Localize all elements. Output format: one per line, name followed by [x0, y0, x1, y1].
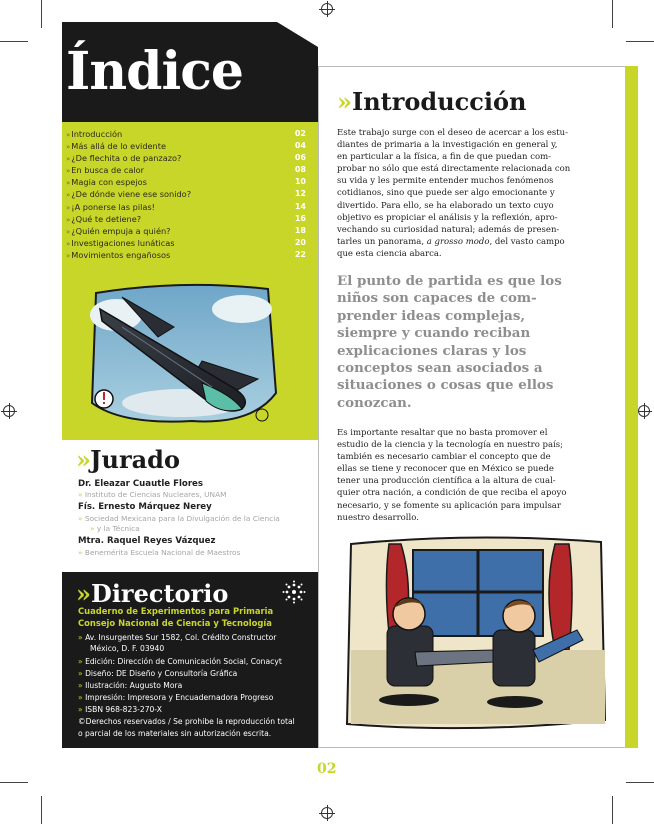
crop-mark	[626, 41, 654, 42]
toc-page: 20	[294, 237, 306, 247]
toc-label: » Movimientos engañosos	[66, 249, 170, 261]
text-line: Es importante resaltar que no basta promover el	[337, 428, 548, 438]
pull-quote	[337, 273, 597, 412]
toc-page: 04	[294, 141, 306, 151]
directorio-address-cont: México, D. F. 03940	[90, 644, 165, 653]
jurado-member-institution: » Instituto de Ciencias Nucleares, UNAM	[78, 490, 227, 500]
quote-line: conceptos sean asociados a	[337, 360, 543, 377]
directorio-diseno: » Diseño: DE Diseño y Consultoría Gráfica	[78, 668, 314, 679]
toc-page: 06	[294, 153, 306, 163]
quote-line: siempre y cuando reciban	[337, 325, 531, 342]
text-line: ellas se tiene y reconocer que en México se puede	[337, 464, 554, 475]
toc-page: 12	[294, 189, 306, 199]
crop-mark	[41, 796, 42, 824]
toc-item[interactable]	[66, 164, 306, 176]
toc-label: » Investigaciones lunáticas	[66, 237, 175, 249]
crop-mark	[41, 0, 42, 28]
jurado-member-name: Mtra. Raquel Reyes Vázquez	[78, 536, 216, 546]
toc-page: 22	[294, 249, 306, 259]
frame-bottom-rule	[318, 747, 638, 748]
text-line: necesario, y se fomente su aplicación para impulsar	[337, 500, 561, 511]
directorio-heading	[76, 579, 229, 608]
italic-phrase: a grosso modo	[426, 236, 490, 247]
text-line: diantes de primaria a la investigación en general y,	[337, 140, 558, 151]
accent-side-bar	[625, 66, 638, 748]
text-line: estudio de la ciencia y la tecnología en nuestro país;	[337, 440, 564, 451]
kids-on-chairs-illustration	[343, 530, 609, 736]
conacyt-logo-icon	[282, 580, 306, 604]
jurado-member-name: Dr. Eleazar Cuautle Flores	[78, 479, 203, 489]
crop-mark	[0, 782, 28, 783]
text-line: en particular a la física, a fin de que puedan com-	[337, 152, 552, 163]
text-line	[337, 236, 619, 248]
toc-page: 10	[294, 177, 306, 187]
directorio-title: Directorio	[91, 579, 229, 608]
toc-item[interactable]	[66, 213, 306, 225]
jurado-title: Jurado	[90, 445, 180, 474]
directorio-rights-cont: o parcial de los materiales sin autorización escrita.	[78, 729, 272, 738]
toc-item[interactable]	[66, 140, 306, 152]
crop-mark	[612, 796, 613, 824]
text-line: cotidianos, sino que puede ser algo emocionante y	[337, 188, 555, 199]
jurado-member-institution-cont: » y la Técnica	[90, 524, 140, 534]
directorio-isbn: » ISBN 968-823-270-X	[78, 704, 314, 715]
toc-label: » ¡A ponerse las pilas!	[66, 201, 155, 213]
text-line: Este trabajo surge con el deseo de acercar a los estu-	[337, 128, 568, 138]
toc-label: » ¿De dónde viene ese sonido?	[66, 188, 191, 200]
text-line: objetivo es propiciar el análisis y la reflexión, apro-	[337, 212, 558, 223]
text-line: probar no sólo que está directamente relacionada con	[337, 164, 571, 175]
text-line: que esta ciencia abarca.	[337, 248, 442, 259]
directorio-impresion: » Impresión: Impresora y Encuadernadora Progreso	[78, 692, 314, 703]
toc-label: » Más allá de lo evidente	[66, 140, 166, 152]
directorio-section	[62, 572, 318, 748]
page-number: 02	[317, 761, 337, 777]
toc-page: 14	[294, 201, 306, 211]
text-line: vechando su curiosidad natural; además de presen-	[337, 224, 560, 235]
toc-label: » ¿Quién empuja a quién?	[66, 225, 171, 237]
heading-chevron: »	[76, 579, 91, 608]
crop-mark	[0, 41, 28, 42]
directorio-ilustracion: » Ilustración: Augusto Mora	[78, 680, 314, 691]
heading-chevron: »	[76, 445, 91, 474]
registration-mark-icon	[638, 405, 650, 417]
quote-line: explicaciones claras y los	[337, 342, 527, 359]
jurado-member-institution: » Sociedad Mexicana para la Divulgación de la Ciencia	[78, 514, 280, 524]
toc-label: » ¿De flechita o de panzazo?	[66, 152, 181, 164]
text-line: también es necesario cambiar el concepto que de	[337, 452, 551, 463]
body-paragraph	[337, 427, 621, 524]
toc-item[interactable]	[66, 249, 306, 261]
toc-item[interactable]	[66, 176, 306, 188]
introduccion-title: Introducción	[352, 87, 527, 116]
text-segment: tarles un panorama,	[337, 236, 425, 247]
introduccion-heading	[337, 87, 527, 116]
intro-paragraph	[337, 127, 619, 260]
directorio-edicion: » Edición: Dirección de Comunicación Social, Conacyt	[78, 656, 314, 667]
frame-top-rule	[318, 66, 638, 67]
toc-item[interactable]	[66, 225, 306, 237]
indice-title: Índice	[66, 41, 243, 102]
text-line: quier otra nación, a condición de que reciba el apoyo	[337, 488, 567, 499]
heading-chevron: »	[337, 87, 352, 116]
registration-mark-icon	[3, 405, 15, 417]
toc-page: 02	[294, 129, 306, 138]
quote-line: El punto de partida es que los	[337, 273, 562, 289]
text-line: su vida y les permite entender muchos fenómenos	[337, 176, 554, 187]
jurado-heading	[76, 445, 180, 474]
toc-page: 16	[294, 213, 306, 223]
jurado-section	[62, 440, 318, 570]
quote-line: niños son capaces de com-	[337, 290, 537, 307]
jurado-member-name: Fís. Ernesto Márquez Nerey	[78, 502, 212, 512]
toc-label: » En busca de calor	[66, 164, 144, 176]
toc-item[interactable]	[66, 152, 306, 164]
text-segment: , del vasto campo	[489, 236, 565, 247]
toc-page: 18	[294, 225, 306, 235]
quote-line: conozcan.	[337, 394, 412, 411]
table-of-contents	[66, 128, 306, 261]
text-line: divertido. Para ello, se ha elaborado un texto cuyo	[337, 200, 554, 211]
toc-page: 08	[294, 165, 306, 175]
directorio-subtitle: Cuaderno de Experimentos para Primaria	[78, 606, 274, 616]
text-line: nuestro desarrollo.	[337, 512, 419, 523]
airplane-illustration	[82, 275, 282, 437]
quote-line: situaciones o cosas que ellos	[337, 377, 554, 394]
directorio-subtitle: Consejo Nacional de Ciencia y Tecnología	[78, 618, 272, 628]
jurado-member-institution: » Benemérita Escuela Nacional de Maestros	[78, 548, 240, 558]
toc-item[interactable]	[66, 237, 306, 249]
toc-label: » Magia con espejos	[66, 176, 147, 188]
text-line: tener una producción científica a la altura de cual-	[337, 476, 556, 487]
toc-label: » ¿Qué te detiene?	[66, 213, 141, 225]
toc-item[interactable]	[66, 188, 306, 200]
registration-mark-icon	[321, 3, 333, 15]
toc-label: » Introducción	[66, 128, 122, 140]
quote-line: prender ideas complejas,	[337, 307, 526, 324]
registration-mark-icon	[321, 807, 333, 819]
directorio-rights: ©Derechos reservados / Se prohibe la reproducción total	[78, 717, 295, 726]
crop-mark	[626, 782, 654, 783]
toc-item[interactable]	[66, 128, 306, 140]
crop-mark	[612, 0, 613, 28]
toc-item[interactable]	[66, 201, 306, 213]
directorio-address: » Av. Insurgentes Sur 1582, Col. Crédito Constructor	[78, 632, 314, 643]
